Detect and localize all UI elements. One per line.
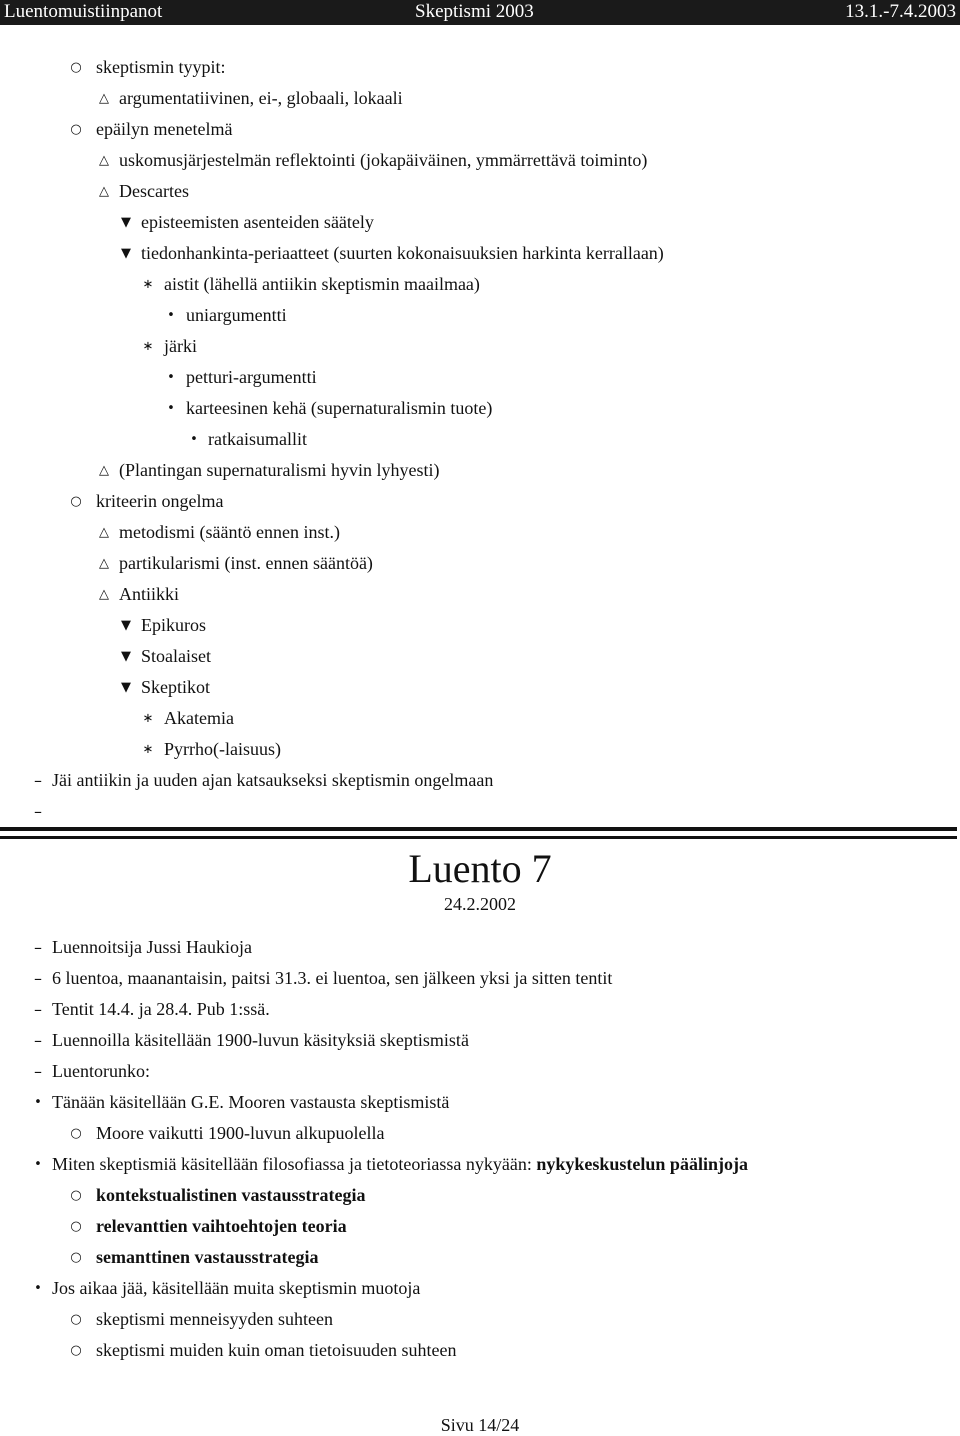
outline-item bbox=[0, 734, 960, 765]
outline-item bbox=[0, 455, 960, 486]
dash-bullet-icon: – bbox=[34, 1062, 42, 1081]
outline-item-plain-text: Descartes bbox=[119, 181, 189, 201]
outline-item bbox=[0, 703, 960, 734]
outline-item bbox=[0, 424, 960, 455]
outline-item bbox=[0, 579, 960, 610]
outline-item bbox=[0, 517, 960, 548]
outline-item bbox=[0, 963, 960, 994]
triangle-outline-bullet-icon: △ bbox=[99, 525, 109, 540]
outline-item-text bbox=[186, 393, 492, 424]
dash-bullet-icon: – bbox=[34, 938, 42, 957]
outline-item bbox=[0, 207, 960, 238]
outline-item-text bbox=[119, 83, 403, 114]
outline-item bbox=[0, 238, 960, 269]
outline-item-plain-text: skeptismi menneisyyden suhteen bbox=[96, 1309, 333, 1329]
outline-item-text bbox=[52, 1149, 748, 1180]
outline-item-text bbox=[52, 765, 493, 796]
outline-item bbox=[0, 641, 960, 672]
outline-item bbox=[0, 932, 960, 963]
triangle-outline-bullet-icon: △ bbox=[99, 153, 109, 168]
outline-item-text bbox=[164, 269, 480, 300]
triangle-filled-bullet-icon: ▼ bbox=[121, 680, 131, 695]
outline-item-text bbox=[141, 238, 664, 269]
outline-item-plain-text: partikularismi (inst. ennen sääntöä) bbox=[119, 553, 373, 573]
section-divider-thin bbox=[0, 836, 957, 839]
triangle-outline-bullet-icon: △ bbox=[99, 587, 109, 602]
circle-bullet-icon: ○ bbox=[70, 1126, 82, 1141]
outline-item-plain-text: karteesinen kehä (supernaturalismin tuote) bbox=[186, 398, 493, 418]
circle-bullet-icon: ○ bbox=[70, 60, 82, 75]
triangle-outline-bullet-icon: △ bbox=[99, 556, 109, 571]
dot-bullet-icon: • bbox=[34, 1281, 42, 1296]
outline-item bbox=[0, 176, 960, 207]
outline-item-plain-text: Luennoitsija Jussi Haukioja bbox=[52, 937, 252, 957]
outline-item-plain-text: Tänään käsitellään G.E. Mooren vastausta skeptismistä bbox=[52, 1092, 450, 1112]
outline-item-text bbox=[52, 963, 612, 994]
outline-item-text bbox=[96, 1335, 456, 1366]
outline-section-lecture-7 bbox=[0, 932, 960, 1366]
triangle-filled-bullet-icon: ▼ bbox=[121, 649, 131, 664]
outline-item-text bbox=[52, 932, 252, 963]
outline-item-text bbox=[164, 703, 234, 734]
outline-item-plain-text: Tentit 14.4. ja 28.4. Pub 1:ssä. bbox=[52, 999, 270, 1019]
outline-item-bold-text: relevanttien vaihtoehtojen teoria bbox=[96, 1216, 347, 1236]
outline-item-text bbox=[52, 1056, 150, 1087]
dash-bullet-icon: – bbox=[34, 802, 42, 821]
outline-item bbox=[0, 1025, 960, 1056]
dash-bullet-icon: – bbox=[34, 1000, 42, 1019]
outline-item-plain-text: (Plantingan supernaturalismi hyvin lyhyesti) bbox=[119, 460, 440, 480]
outline-item-text bbox=[96, 486, 223, 517]
outline-item-text bbox=[208, 424, 307, 455]
outline-item bbox=[0, 1056, 960, 1087]
outline-item bbox=[0, 145, 960, 176]
outline-item-text bbox=[186, 300, 287, 331]
page-number: Sivu 14/24 bbox=[440, 1415, 520, 1435]
circle-bullet-icon: ○ bbox=[70, 1250, 82, 1265]
header-document-title: Luentomuistiinpanot bbox=[4, 1, 163, 22]
asterisk-bullet-icon: ∗ bbox=[142, 339, 154, 354]
outline-item bbox=[0, 300, 960, 331]
outline-item bbox=[0, 52, 960, 83]
outline-item bbox=[0, 114, 960, 145]
outline-item-text bbox=[186, 362, 317, 393]
outline-item-plain-text: Luentorunko: bbox=[52, 1061, 150, 1081]
outline-item-text bbox=[96, 1211, 347, 1242]
outline-item-text bbox=[119, 517, 340, 548]
circle-bullet-icon: ○ bbox=[70, 122, 82, 137]
dot-bullet-icon: • bbox=[34, 1095, 42, 1110]
circle-bullet-icon: ○ bbox=[70, 494, 82, 509]
outline-item-text bbox=[96, 114, 232, 145]
asterisk-bullet-icon: ∗ bbox=[142, 711, 154, 726]
circle-bullet-icon: ○ bbox=[70, 1312, 82, 1327]
triangle-filled-bullet-icon: ▼ bbox=[121, 215, 131, 230]
dot-bullet-icon: • bbox=[167, 401, 175, 416]
outline-item-plain-text: tiedonhankinta-periaatteet (suurten kokonaisuuksien harkinta kerrallaan) bbox=[141, 243, 664, 263]
lecture-date: 24.2.2002 bbox=[444, 894, 516, 914]
outline-item-plain-text: Moore vaikutti 1900-luvun alkupuolella bbox=[96, 1123, 385, 1143]
outline-item bbox=[0, 393, 960, 424]
outline-item-text bbox=[141, 672, 210, 703]
outline-item-text bbox=[119, 455, 439, 486]
outline-item-text bbox=[96, 52, 226, 83]
outline-item-plain-text: Jäi antiikin ja uuden ajan katsaukseksi skeptismin ongelmaan bbox=[52, 770, 494, 790]
dash-bullet-icon: – bbox=[34, 969, 42, 988]
outline-item-plain-text: uniargumentti bbox=[186, 305, 287, 325]
outline-item-text bbox=[52, 994, 270, 1025]
outline-item-text bbox=[52, 1025, 469, 1056]
asterisk-bullet-icon: ∗ bbox=[142, 277, 154, 292]
triangle-filled-bullet-icon: ▼ bbox=[121, 618, 131, 633]
triangle-outline-bullet-icon: △ bbox=[99, 184, 109, 199]
outline-item-plain-text: Antiikki bbox=[119, 584, 180, 604]
outline-item-plain-text: Miten skeptismiä käsitellään filosofiassa ja tietoteoriassa nykyään: bbox=[52, 1154, 532, 1174]
triangle-filled-bullet-icon: ▼ bbox=[121, 246, 131, 261]
outline-item-plain-text: Stoalaiset bbox=[141, 646, 211, 666]
outline-item bbox=[0, 1149, 960, 1180]
outline-item-text bbox=[119, 176, 189, 207]
outline-item-text bbox=[52, 1087, 449, 1118]
outline-item-plain-text: Jos aikaa jää, käsitellään muita skeptismin muotoja bbox=[52, 1278, 421, 1298]
outline-item-plain-text: Pyrrho(-laisuus) bbox=[164, 739, 281, 759]
outline-item bbox=[0, 1304, 960, 1335]
outline-item-text bbox=[96, 1242, 319, 1273]
outline-item-plain-text: Akatemia bbox=[164, 708, 234, 728]
outline-item bbox=[0, 548, 960, 579]
outline-item bbox=[0, 362, 960, 393]
outline-item-plain-text: järki bbox=[164, 336, 197, 356]
asterisk-bullet-icon: ∗ bbox=[142, 742, 154, 757]
outline-item bbox=[0, 1180, 960, 1211]
triangle-outline-bullet-icon: △ bbox=[99, 463, 109, 478]
outline-item-plain-text: skeptismi muiden kuin oman tietoisuuden suhteen bbox=[96, 1340, 457, 1360]
section-divider-thick bbox=[0, 827, 957, 831]
outline-item bbox=[0, 1087, 960, 1118]
outline-item-text bbox=[119, 579, 179, 610]
outline-item-text bbox=[119, 145, 647, 176]
outline-item bbox=[0, 765, 960, 796]
outline-section-skepticism bbox=[0, 52, 960, 827]
running-header bbox=[0, 0, 960, 25]
outline-item bbox=[0, 1211, 960, 1242]
header-course-title: Skeptismi 2003 bbox=[415, 1, 534, 22]
outline-item-bold-text: kontekstualistinen vastausstrategia bbox=[96, 1185, 366, 1205]
outline-item bbox=[0, 1273, 960, 1304]
outline-item-plain-text: ratkaisumallit bbox=[208, 429, 307, 449]
outline-item-plain-text: Skeptikot bbox=[141, 677, 211, 697]
outline-item bbox=[0, 269, 960, 300]
outline-item-plain-text: argumentatiivinen, ei-, globaali, lokaali bbox=[119, 88, 403, 108]
outline-item bbox=[0, 1242, 960, 1273]
outline-item-plain-text: epäilyn menetelmä bbox=[96, 119, 233, 139]
outline-item bbox=[0, 1118, 960, 1149]
outline-item-plain-text: Luennoilla käsitellään 1900-luvun käsityksiä skeptismistä bbox=[52, 1030, 469, 1050]
dot-bullet-icon: • bbox=[167, 308, 175, 323]
dash-bullet-icon: – bbox=[34, 771, 42, 790]
dot-bullet-icon: • bbox=[34, 1157, 42, 1172]
outline-item-bold-text: nykykeskustelun päälinjoja bbox=[536, 1154, 748, 1174]
outline-item-plain-text: petturi-argumentti bbox=[186, 367, 317, 387]
outline-item-plain-text: aistit (lähellä antiikin skeptismin maailmaa) bbox=[164, 274, 480, 294]
dash-bullet-icon: – bbox=[34, 1031, 42, 1050]
outline-item-plain-text: episteemisten asenteiden säätely bbox=[141, 212, 374, 232]
outline-item-text bbox=[96, 1304, 333, 1335]
circle-bullet-icon: ○ bbox=[70, 1219, 82, 1234]
dot-bullet-icon: • bbox=[190, 432, 198, 447]
outline-item-text bbox=[164, 734, 281, 765]
circle-bullet-icon: ○ bbox=[70, 1188, 82, 1203]
outline-item bbox=[0, 1335, 960, 1366]
header-date-range: 13.1.-7.4.2003 bbox=[845, 1, 956, 22]
outline-item-bold-text: semanttinen vastausstrategia bbox=[96, 1247, 319, 1267]
outline-item-text bbox=[164, 331, 197, 362]
outline-item-text bbox=[141, 610, 206, 641]
outline-item-plain-text: skeptismin tyypit: bbox=[96, 57, 226, 77]
outline-item bbox=[0, 486, 960, 517]
dot-bullet-icon: • bbox=[167, 370, 175, 385]
outline-item bbox=[0, 796, 960, 827]
outline-item-text bbox=[119, 548, 373, 579]
outline-item bbox=[0, 994, 960, 1025]
outline-item-plain-text: Epikuros bbox=[141, 615, 206, 635]
triangle-outline-bullet-icon: △ bbox=[99, 91, 109, 106]
outline-item-text bbox=[141, 641, 211, 672]
lecture-heading: Luento 7 bbox=[408, 846, 552, 891]
outline-item bbox=[0, 83, 960, 114]
outline-item-plain-text: metodismi (sääntö ennen inst.) bbox=[119, 522, 340, 542]
outline-item-text bbox=[52, 1273, 420, 1304]
outline-item-plain-text: uskomusjärjestelmän reflektointi (jokapäiväinen, ymmärrettävä toiminto) bbox=[119, 150, 648, 170]
outline-item-text bbox=[96, 1180, 366, 1211]
outline-item-plain-text: 6 luentoa, maanantaisin, paitsi 31.3. ei luentoa, sen jälkeen yksi ja sitten tentit bbox=[52, 968, 613, 988]
outline-item-text bbox=[141, 207, 374, 238]
outline-item-plain-text: kriteerin ongelma bbox=[96, 491, 224, 511]
outline-item bbox=[0, 331, 960, 362]
outline-item bbox=[0, 672, 960, 703]
outline-item-text bbox=[96, 1118, 384, 1149]
circle-bullet-icon: ○ bbox=[70, 1343, 82, 1358]
outline-item bbox=[0, 610, 960, 641]
